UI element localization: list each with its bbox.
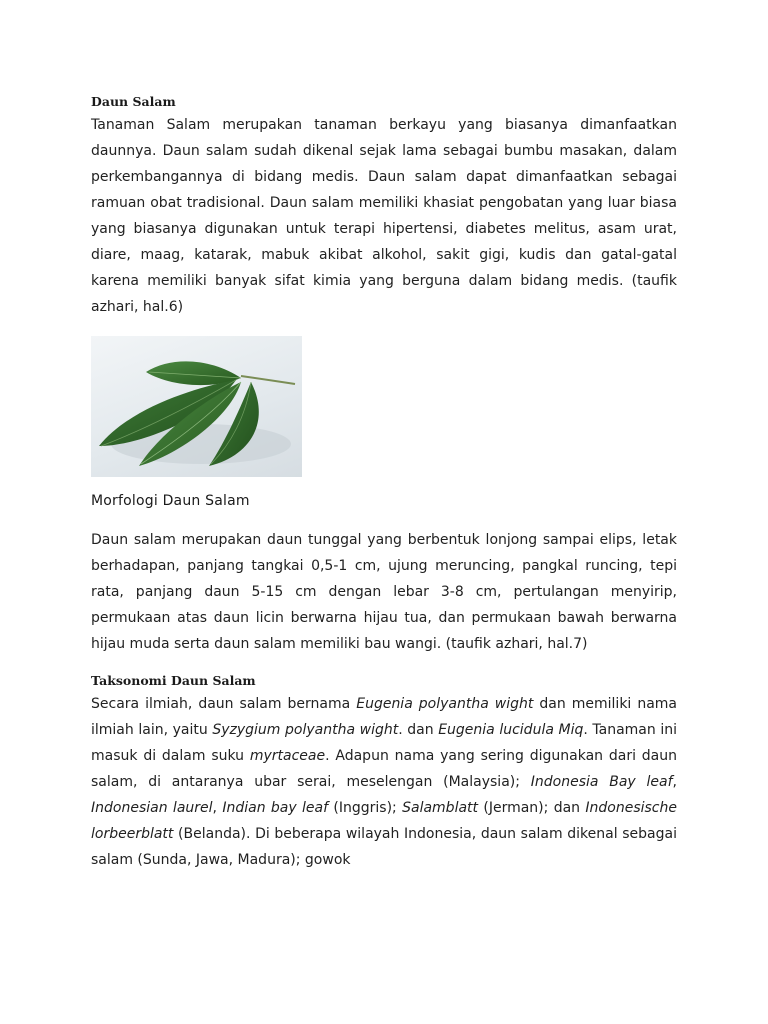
paragraph-taksonomi: Secara ilmiah, daun salam bernama Eugenia polyantha wight dan memiliki nama ilmiah lain, yaitu Syzygium polyantha wight. dan Eugenia lucidula Miq. Tanaman ini masuk di dalam suku myrtaceae. Adapun nama yang sering digunakan dari daun salam, di antaranya ubar serai, meselengan (Malaysia); Indonesia Bay leaf, Indonesian laurel, Indian bay leaf (Inggris); Salamblatt (Jerman); dan Indonesische lorbeerblatt (Belanda). Di beberapa wilayah Indonesia, daun salam dikenal sebagai salam (Sunda, Jawa, Madura); gowok bbox=[91, 696, 677, 868]
bay-leaves-photo-icon bbox=[91, 336, 302, 477]
paragraph-morfologi: Daun salam merupakan daun tunggal yang berbentuk lonjong sampai elips, letak berhadapan, panjang tangkai 0,5-1 cm, ujung meruncing, pangkal runcing, tepi rata, panjang daun 5-15 cm dengan lebar 3-8 cm, pertulangan menyirip, permukaan atas daun licin berwarna hijau tua, dan permukaan bawah berwarna hijau muda serta daun salam memiliki bau wangi. (taufik azhari, hal.7) bbox=[91, 532, 677, 652]
heading-taksonomi: Taksonomi Daun Salam bbox=[91, 673, 256, 688]
paragraph-daun-salam: Tanaman Salam merupakan tanaman berkayu yang biasanya dimanfaatkan daunnya. Daun salam sudah dikenal sejak lama sebagai bumbu masakan, dalam perkembangannya di bidang medis. Daun salam dapat dimanfaatkan sebagai ramuan obat tradisional. Daun salam memiliki khasiat pengobatan yang luar biasa yang biasanya digunakan untuk terapi hipertensi, diabetes melitus, asam urat, diare, maag, katarak, mabuk akibat alkohol, sakit gigi, kudis dan gatal-gatal karena memiliki banyak sifat kimia yang berguna dalam bidang medis. (taufik azhari, hal.6) bbox=[91, 117, 677, 315]
heading-morfologi: Morfologi Daun Salam bbox=[91, 493, 250, 509]
document-content bbox=[91, 92, 677, 873]
heading-daun-salam: Daun Salam bbox=[91, 94, 176, 109]
